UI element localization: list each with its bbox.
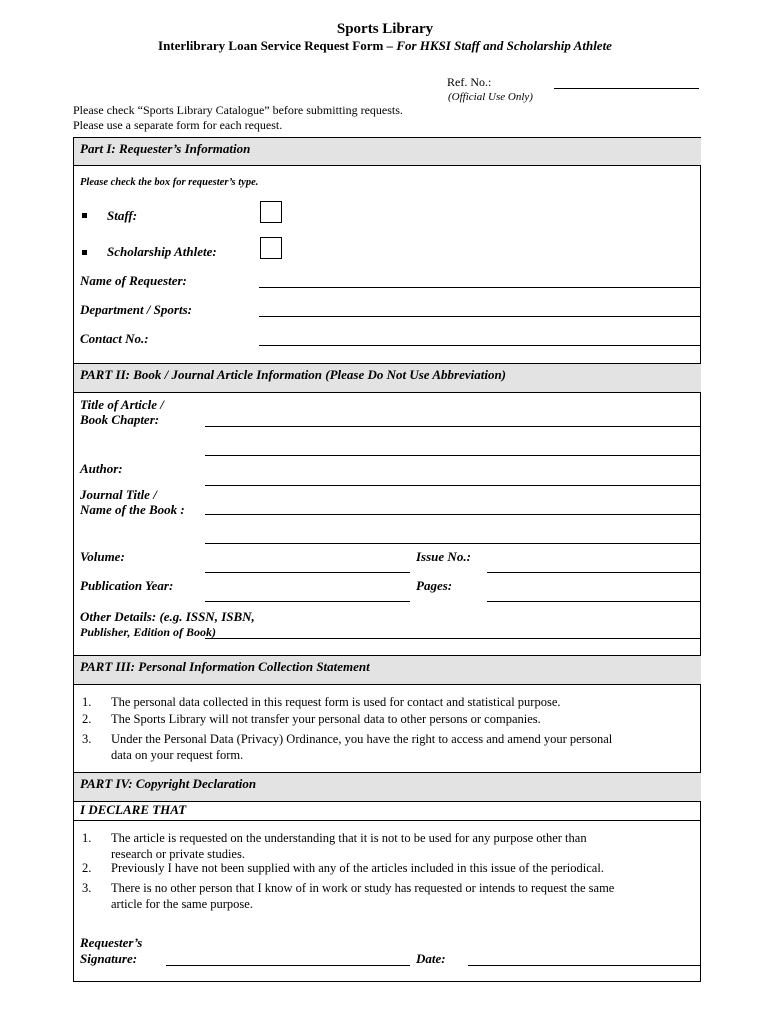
pages-label: Pages: xyxy=(416,578,453,593)
contact-label: Contact No.: xyxy=(80,331,149,346)
declaration-item-number: 3. xyxy=(82,881,92,895)
ref-no-field xyxy=(554,88,699,89)
pics-item-text: Under the Personal Data (Privacy) Ordinance, you have the right to access and amend your personal xyxy=(111,732,613,746)
journal-label-1: Journal Title / xyxy=(80,487,157,502)
declare-heading: I DECLARE THAT xyxy=(80,802,187,817)
title-field-line-2[interactable] xyxy=(205,455,700,456)
signature-field[interactable] xyxy=(166,965,410,966)
athlete-label: Scholarship Athlete: xyxy=(107,244,217,259)
issue-label: Issue No.: xyxy=(416,549,471,564)
bullet-icon xyxy=(82,250,87,255)
department-field[interactable] xyxy=(259,316,700,317)
subtitle-italic: For HKSI Staff and Scholarship Athlete xyxy=(396,38,612,53)
issue-field[interactable] xyxy=(487,572,700,573)
declaration-item-text: There is no other person that I know of in work or study has requested or intends to request the same xyxy=(111,881,615,895)
pubyear-label: Publication Year: xyxy=(80,578,174,593)
signature-label-1: Requester’s xyxy=(80,935,143,950)
part1-heading: Part I: Requester’s Information xyxy=(74,137,701,166)
volume-label: Volume: xyxy=(80,549,125,564)
staff-label: Staff: xyxy=(107,208,138,223)
staff-checkbox[interactable] xyxy=(260,201,282,223)
contact-field[interactable] xyxy=(259,345,700,346)
pics-item-text: The Sports Library will not transfer your personal data to other persons or companies. xyxy=(111,712,541,726)
bullet-icon xyxy=(82,213,87,218)
author-label: Author: xyxy=(80,461,123,476)
other-details-field[interactable] xyxy=(205,638,700,639)
department-label: Department / Sports: xyxy=(80,302,192,317)
declaration-item-text-cont: research or private studies. xyxy=(111,847,245,861)
form-subtitle xyxy=(0,38,770,54)
declare-divider xyxy=(74,820,701,821)
ref-no-label: Ref. No.: xyxy=(447,75,492,89)
pages-field[interactable] xyxy=(487,601,700,602)
journal-label-2: Name of the Book : xyxy=(80,502,185,517)
requester-type-instruction: Please check the box for requester’s type. xyxy=(80,177,259,188)
subtitle-main: Interlibrary Loan Service Request Form – xyxy=(158,38,397,53)
title-label-2: Book Chapter: xyxy=(80,412,160,427)
date-label: Date: xyxy=(416,951,446,966)
separate-form-note: Please use a separate form for each request. xyxy=(73,118,283,132)
official-use-note: (Official Use Only) xyxy=(448,91,533,103)
title-field-line-1[interactable] xyxy=(205,426,700,427)
part3-heading: PART III: Personal Information Collection Statement xyxy=(74,655,701,685)
catalogue-note: Please check “Sports Library Catalogue” before submitting requests. xyxy=(73,103,403,117)
date-field[interactable] xyxy=(468,965,700,966)
title-label-1: Title of Article / xyxy=(80,397,164,412)
name-label: Name of Requester: xyxy=(80,273,187,288)
declaration-item-number: 2. xyxy=(82,861,92,875)
pics-item-number: 3. xyxy=(82,732,92,746)
declaration-item-text-cont: article for the same purpose. xyxy=(111,897,253,911)
journal-field-line-1[interactable] xyxy=(205,514,700,515)
declaration-item-text: Previously I have not been supplied with any of the articles included in this issue of the periodical. xyxy=(111,861,604,875)
author-field[interactable] xyxy=(205,485,700,486)
athlete-checkbox[interactable] xyxy=(260,237,282,259)
part2-heading: PART II: Book / Journal Article Information (Please Do Not Use Abbreviation) xyxy=(74,363,701,393)
other-details-label-1: Other Details: (e.g. ISSN, ISBN, xyxy=(80,609,255,624)
journal-field-line-2[interactable] xyxy=(205,543,700,544)
form-title: Sports Library xyxy=(336,21,434,37)
volume-field[interactable] xyxy=(205,572,410,573)
part4-heading: PART IV: Copyright Declaration xyxy=(74,772,701,802)
declaration-item-number: 1. xyxy=(82,831,92,845)
pics-item-number: 2. xyxy=(82,712,92,726)
signature-label-2: Signature: xyxy=(80,951,138,966)
pubyear-field[interactable] xyxy=(205,601,410,602)
pics-item-text-cont: data on your request form. xyxy=(111,748,244,762)
pics-item-number: 1. xyxy=(82,695,92,709)
declaration-item-text: The article is requested on the understanding that it is not to be used for any purpose other than xyxy=(111,831,587,845)
other-details-label-2: Publisher, Edition of Book) xyxy=(80,625,217,639)
pics-item-text: The personal data collected in this request form is used for contact and statistical purpose. xyxy=(111,695,561,709)
name-field[interactable] xyxy=(259,287,700,288)
